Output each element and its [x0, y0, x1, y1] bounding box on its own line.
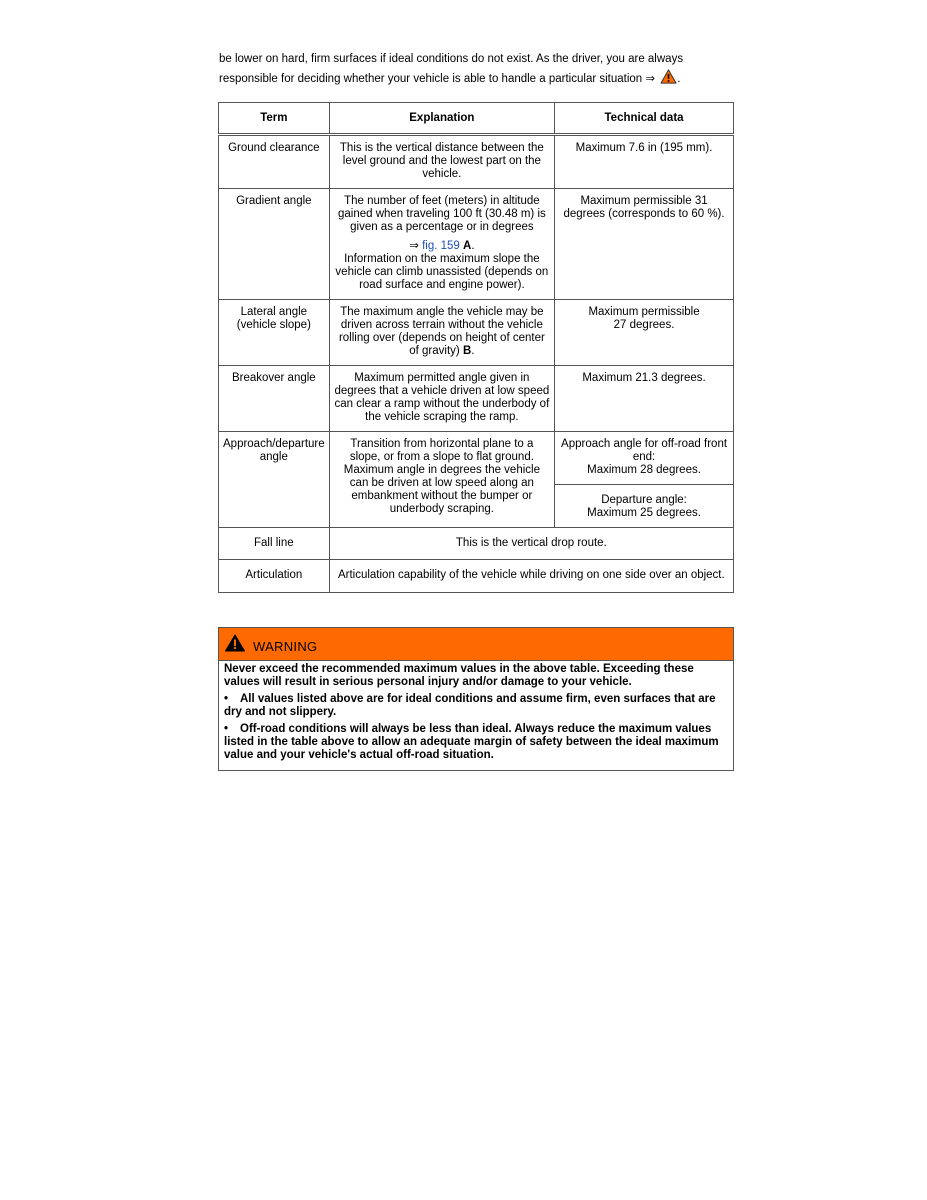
description-cell: Articulation capability of the vehicle while driving on one side over an object.: [329, 560, 733, 593]
explanation-cell: [329, 432, 554, 528]
intro-line-2-text: responsible for deciding whether your vehicle is able to handle a particular situation ⇒: [219, 73, 656, 85]
warning-triangle-icon[interactable]: [660, 69, 677, 84]
bullet-text: Off-road conditions will always be less than ideal. Always reduce the maximum values listed in the table above to allow an adequate margin of safety between the ideal maximum value and your vehicle's actual off-road situation.: [224, 723, 719, 761]
tech-cell-approach: [555, 432, 734, 485]
tech-line: 27 degrees.: [613, 319, 675, 331]
table-row: [219, 528, 734, 560]
fig-159-link[interactable]: fig. 159: [422, 240, 460, 252]
tech-line: Maximum 25 degrees.: [587, 507, 701, 519]
warning-title: WARNING: [253, 639, 318, 654]
term-cell: Gradient angle: [219, 189, 330, 300]
tech-cell-departure: [555, 485, 734, 528]
table-row: [219, 189, 734, 300]
tech-line: Approach angle for off-road front end:: [561, 438, 728, 463]
term-line: (vehicle slope): [236, 319, 311, 331]
term-cell: Breakover angle: [219, 366, 330, 432]
table-row: [219, 560, 734, 593]
term-cell: Ground clearance: [219, 135, 330, 189]
table-row: [219, 366, 734, 432]
explanation-text: Information on the maximum slope the vehicle can climb unassisted (depends on road surface and engine power).: [335, 253, 549, 291]
description-cell: This is the vertical drop route.: [329, 528, 733, 560]
intro-line-2: [219, 69, 739, 89]
term-cell: Fall line: [219, 528, 330, 560]
header-technical-data: Technical data: [555, 103, 734, 135]
figure-label: B: [462, 345, 472, 357]
arrow-glyph: ⇒: [409, 240, 419, 252]
explanation-cell: [329, 189, 554, 300]
tech-cell: Maximum permissible 31 degrees (corresponds to 60 %).: [555, 189, 734, 300]
warning-paragraph: Never exceed the recommended maximum values in the above table. Exceeding these values will result in serious personal injury and/or damage to your vehicle.: [224, 663, 694, 688]
table-row: [219, 135, 734, 189]
term-line: Lateral angle: [240, 306, 308, 318]
term-cell: [219, 300, 330, 366]
warning-body: [219, 661, 733, 770]
explanation-cell: The maximum angle the vehicle may be driven across terrain without the vehicle rolling over (depends on height of center of gravity) B.: [329, 300, 554, 366]
explanation-text: The number of feet (meters) in altitude gained when traveling 100 ft (30.48 m) is given as a percentage or in degrees: [337, 195, 546, 233]
explanation-text: Transition from horizontal plane to a slope, or from a slope to flat ground.: [349, 438, 534, 463]
figure-label: A: [463, 240, 472, 252]
figure-reference: ⇒ fig. 159 A.: [409, 240, 475, 252]
tech-cell: [555, 300, 734, 366]
bullet-text: All values listed above are for ideal conditions and assume firm, even surfaces that are dry and not slippery.: [224, 693, 716, 718]
table-row: [219, 300, 734, 366]
tech-cell: Maximum 21.3 degrees.: [555, 366, 734, 432]
tech-cell: Maximum 7.6 in (195 mm).: [555, 135, 734, 189]
warning-box: [218, 627, 734, 771]
warning-bullet: [224, 723, 728, 762]
intro-period: .: [677, 73, 681, 85]
table-header-row: [219, 103, 734, 135]
tech-line: Departure angle:: [601, 494, 687, 506]
tech-line: Maximum 28 degrees.: [587, 464, 701, 476]
header-term: Term: [219, 103, 330, 135]
explanation-text: The maximum angle the vehicle may be driven across terrain without the vehicle rolling over (depends on height of center of gravity): [338, 306, 545, 357]
explanation-text: Maximum angle in degrees the vehicle can be driven at low speed along an embankment without the bumper or underbody scraping.: [343, 464, 540, 515]
intro-line-1: be lower on hard, firm surfaces if ideal conditions do not exist. As the driver, you are always: [219, 53, 684, 65]
off-road-spec-table: [218, 102, 734, 593]
term-cell: Approach/departure angle: [219, 432, 330, 528]
bullet-glyph: •: [224, 693, 229, 705]
tech-line: Maximum permissible: [588, 306, 700, 318]
table-row: [219, 432, 734, 485]
header-explanation: Explanation: [329, 103, 554, 135]
explanation-cell: This is the vertical distance between the level ground and the lowest part on the vehicle.: [329, 135, 554, 189]
term-cell: Articulation: [219, 560, 330, 593]
intro-text: [219, 50, 739, 89]
warning-bullet: [224, 693, 728, 719]
warning-triangle-icon: [225, 634, 245, 652]
explanation-cell: Maximum permitted angle given in degrees that a vehicle driven at low speed can clear a ramp without the underbody of the vehicle scraping the ramp.: [329, 366, 554, 432]
warning-header: [219, 628, 733, 661]
bullet-glyph: •: [224, 723, 229, 735]
